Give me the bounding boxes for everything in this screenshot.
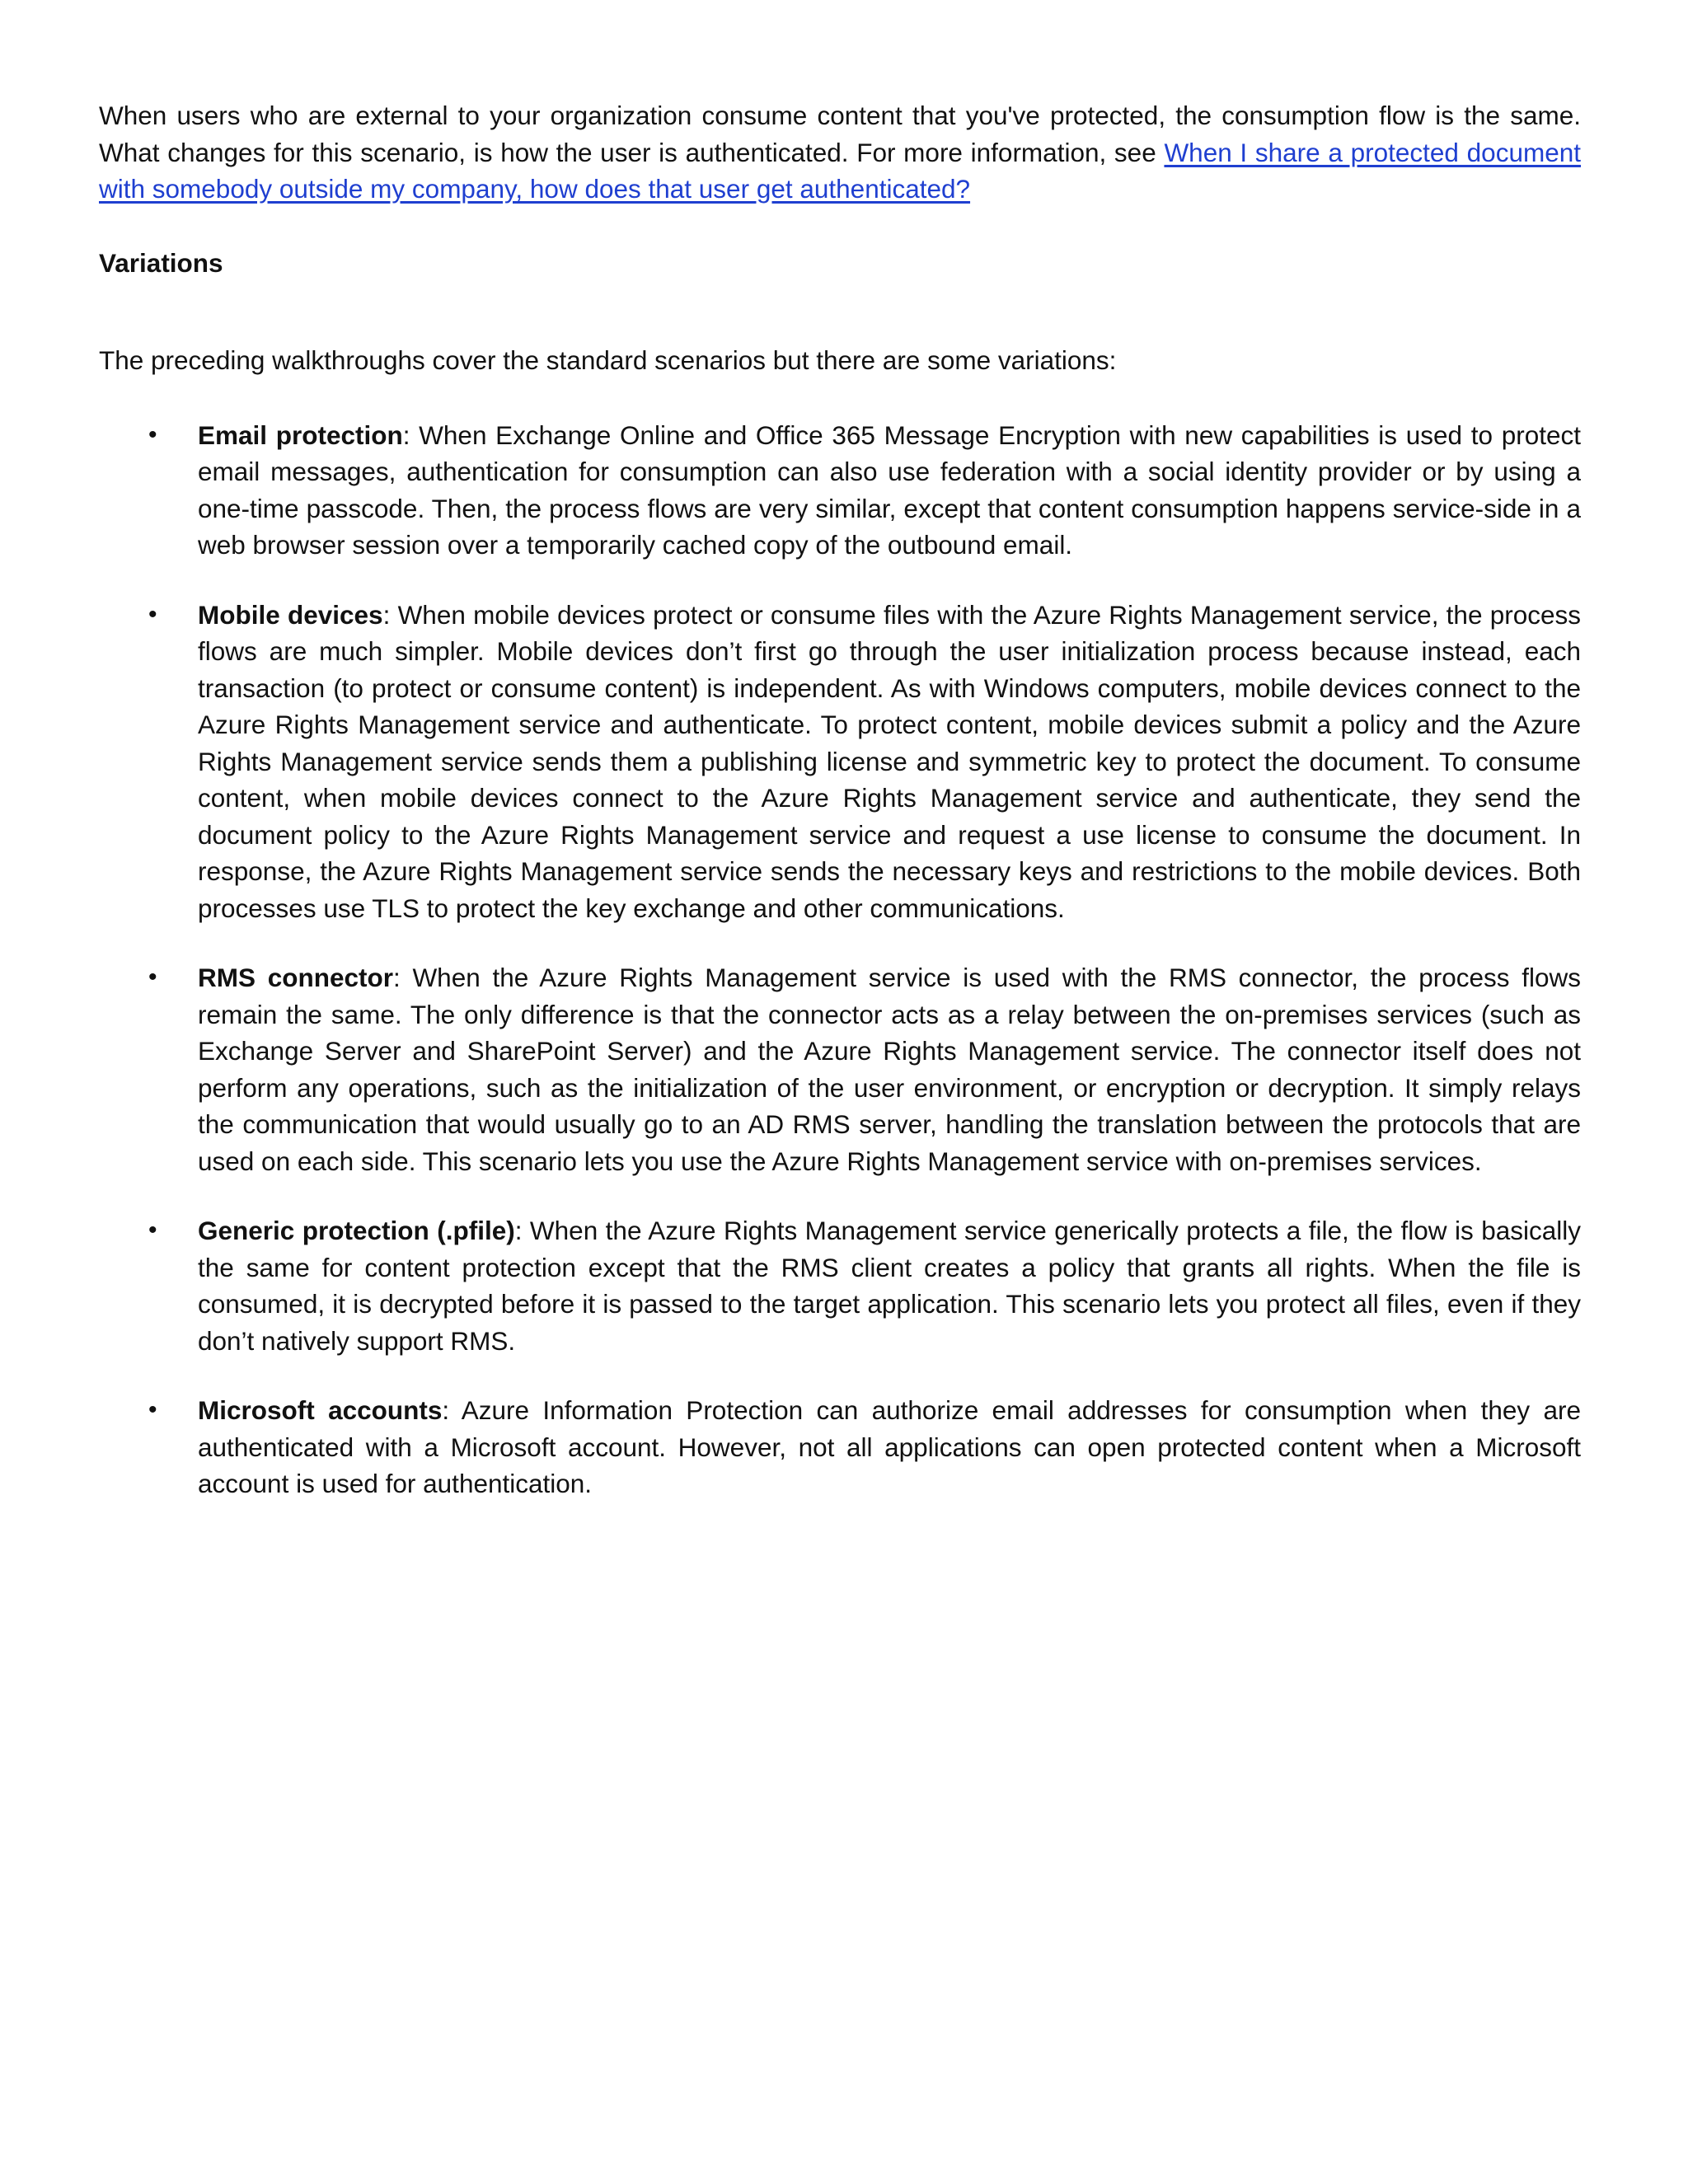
item-description: : When mobile devices protect or consume files with the Azure Rights Management service, the process flows are much simpler. Mobile devices don’t first go through the user initialization process because instead, each transaction (to protect or consume content) is independent. As with Windows computers, mobile devices connect to the Azure Rights Management service and authenticate. To protect content, mobile devices submit a policy and the Azure Rights Management service sends them a publishing license and symmetric key to protect the document. To consume content, when mobile devices connect to the Azure Rights Management service and authenticate, they send the document policy to the Azure Rights Management service and request a use license to consume the document. In response, the Azure Rights Management service sends the necessary keys and restrictions to the mobile devices. Both processes use TLS to protect the key exchange and other communications. <box>198 599 1581 923</box>
document-page <box>99 97 1581 1535</box>
item-description: : When the Azure Rights Management service generically protects a file, the flow is basically the same for content protection except that the RMS client creates a policy that grants all rights. When the file is consumed, it is decrypted before it is passed to the target application. This scenario lets you protect all files, even if they don’t natively support RMS. <box>198 1216 1581 1356</box>
list-item-mobile-devices <box>99 597 1581 927</box>
list-item-generic-protection <box>99 1212 1581 1359</box>
bullet-icon: • <box>148 600 157 628</box>
item-term: RMS connector <box>198 963 393 992</box>
external-authentication-link[interactable]: When I share a protected document with somebody outside my company, how does that user get authenticated? <box>99 137 1581 204</box>
variations-list <box>99 417 1581 1502</box>
bullet-icon: • <box>148 963 157 991</box>
bullet-icon: • <box>148 1396 157 1423</box>
bullet-icon: • <box>148 1216 157 1244</box>
bullet-icon: • <box>148 420 157 448</box>
list-item-microsoft-accounts <box>99 1392 1581 1502</box>
section-heading: Variations <box>99 247 223 278</box>
intro-text: When users who are external to your organization consume content that you've protected, the consumption flow is the same. What changes for this scenario, is how the user is authenticated. For more information, see <box>99 101 1581 167</box>
list-item-email-protection <box>99 417 1581 564</box>
item-term: Microsoft accounts <box>198 1395 443 1425</box>
item-term: Mobile devices <box>198 599 383 630</box>
item-description: : When Exchange Online and Office 365 Message Encryption with new capabilities is used to protect email messages, authentication for consumption can also use federation with a social identity provider or by using a one-time passcode. Then, the process flows are very similar, except that content consumption happens service-side in a web browser session over a temporarily cached copy of the outbound email. <box>198 419 1581 560</box>
item-description: : When the Azure Rights Management service is used with the RMS connector, the process flows remain the same. The only difference is that the connector acts as a relay between the on-premises services (such as Exchange Server and SharePoint Server) and the Azure Rights Management service. The connector itself does not perform any operations, such as the initialization of the user environment, or encryption or decryption. It simply relays the communication that would usually go to an AD RMS server, handling the translation between the protocols that are used on each side. This scenario lets you use the Azure Rights Management service with on-premises services. <box>198 963 1581 1176</box>
section-lead-paragraph: The preceding walkthroughs cover the standard scenarios but there are some variations: <box>99 345 1117 375</box>
list-item-rms-connector <box>99 959 1581 1179</box>
item-term: Generic protection (.pfile) <box>198 1216 515 1245</box>
item-term: Email protection <box>198 419 403 450</box>
item-description: : Azure Information Protection can authorize email addresses for consumption when they are authenticated with a Microsoft account. However, not all applications can open protected content when a Microsoft account is used for authentication. <box>198 1395 1581 1498</box>
intro-paragraph <box>99 97 1581 208</box>
